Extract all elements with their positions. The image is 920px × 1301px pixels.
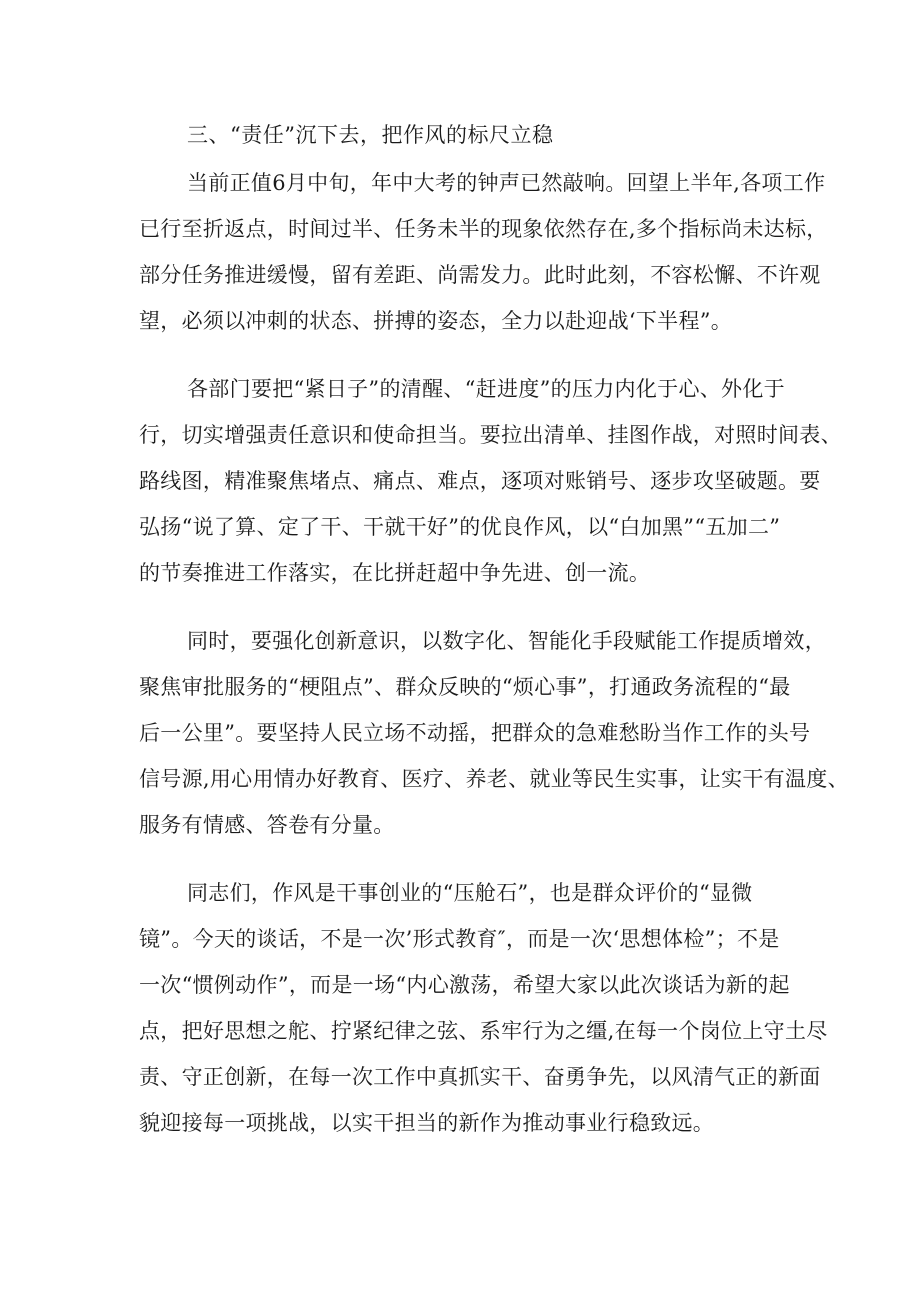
paragraph-line: 服务有情感、答卷有分量。 [139,813,395,837]
paragraph-3 [139,618,849,848]
paragraph-line: 同时，要强化创新意识，以数字化、智能化手段赋能工作提质增效， [187,629,826,653]
paragraph-line: 镜”。今天的谈话，不是一次’形式教育″，而是一次‘思想体检”；不是 [139,927,780,951]
paragraph-line: 部分任务推进缓慢，留有差距、尚需发力。此时此刻，不容松懈、不许观 [139,263,821,287]
paragraph-line: 后一公里”。要坚持人民立场不动摇，把群众的急难愁盼当作工作的头号 [139,721,811,745]
document-body [139,112,849,1168]
paragraph-line: 貌迎接每一项挑战，以实干担当的新作为推动事业行稳致远。 [139,1111,715,1135]
paragraph-line: 同志们，作风是干事创业的“压舱石”，也是群众评价的“显微 [187,881,753,905]
paragraph-1 [139,160,828,344]
paragraph-line: 弘扬“说了算、定了干、干就干好”的优良作风，以“白加黑”“五加二” [139,515,781,539]
paragraph-line: 已行至折返点，时间过半、任务未半的现象依然存在,多个指标尚未达标， [139,217,828,241]
paragraph-line: 的节奏推进工作落实，在比拼赶超中争先进、创一流。 [139,561,651,585]
paragraph-line: 责、守正创新，在每一次工作中真抓实干、奋勇争先，以风清气正的新面 [139,1065,821,1089]
paragraph-4 [139,870,828,1146]
section-heading: 三、“责任”沉下去，把作风的标尺立稳 [187,123,554,147]
paragraph-line: 行，切实增强责任意识和使命担当。要拉出清单、挂图作战，对照时间表、 [139,423,842,447]
paragraph-line: 聚焦审批服务的“梗阻点”、群众反映的“烦心事”，打通政务流程的“最 [139,675,791,699]
paragraph-line: 点，把好思想之舵、拧紧纪律之弦、系牢行为之缰,在每一个岗位上守土尽 [139,1019,828,1043]
paragraph-2 [139,366,842,596]
paragraph-line: 望，必须以冲刺的状态、拼搏的姿态，全力以赴迎战‘下半程”。 [139,309,733,333]
paragraph-line: 各部门要把“紧日子”的清醒、“赶进度”的压力内化于心、外化于 [187,377,785,401]
paragraph-line: 一次“惯例动作”，而是一场“内心激荡，希望大家以此次谈话为新的起 [139,973,790,997]
paragraph-line: 当前正值6月中旬，年中大考的钟声已然敲响。回望上半年,各项工作 [187,171,826,195]
paragraph-line: 路线图，精准聚焦堵点、痛点、难点，逐项对账销号、逐步攻坚破题。要 [139,469,821,493]
paragraph-line: 信号源,用心用情办好教育、医疗、养老、就业等民生实事，让实干有温度、 [139,767,849,791]
